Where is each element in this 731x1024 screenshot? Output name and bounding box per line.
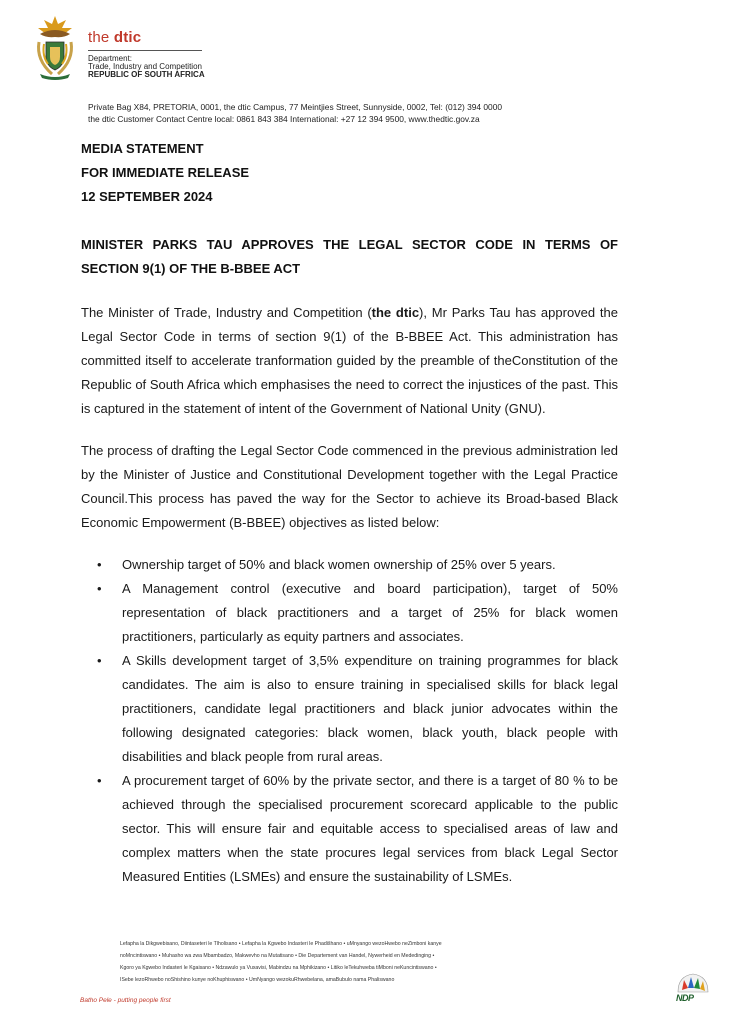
statement-date: 12 SEPTEMBER 2024 [81, 189, 213, 204]
objectives-list [97, 553, 618, 889]
ndp-label: NDP [676, 993, 694, 1003]
bullet-icon: • [97, 773, 102, 788]
statement-type: MEDIA STATEMENT [81, 141, 204, 156]
list-item: • Ownership target of 50% and black women ownership of 25% over 5 years. [97, 553, 618, 577]
department-label: Department: [88, 54, 133, 63]
body-paragraph: The Minister of Trade, Industry and Competition (the dtic), Mr Parks Tau has approved the Legal Sector Code in terms of section 9(1) of the B-BBEE Act. This administration has committed itself to accelerate tranformation guided by the preamble of theConstitution of the Republic of South Africa which emphasises the need to correct the injustices of the past. This is captured in the statement of intent of the Government of National Unity (GNU). [81, 305, 618, 416]
footer-multilingual-line: ISebe lezoRhwebo noShishino kunye noKhuphiswano • UmNyango wezokuRhwebelana, amaBubulo nama Phaliswano [120, 977, 395, 983]
brand-divider [88, 50, 202, 51]
footer-multilingual-line: Kgoro ya Kgwebo Indasteri le Kgaisano • Ndzawulo ya Vuxavisi, Mabindzu na Mphikizano • Litiko leTekuhweba tiMboni neKuncintiswano • [120, 965, 437, 971]
body-paragraph: The process of drafting the Legal Sector Code commenced in the previous administration led by the Minister of Justice and Constitutional Development together with the Legal Practice Council.This process has paved the way for the Sector to achieve its Broad-based Black Economic Empowerment (B-BBEE) objectives as listed below: [81, 443, 618, 530]
footer-multilingual-line: noMncintiswano • Muhasho wa zwa Mbambadzo, Makwevho na Mutatisano • Die Departement van Handel, Nywerheid en Mededinging • [120, 953, 435, 959]
country-name: REPUBLIC OF SOUTH AFRICA [88, 70, 205, 79]
footer-multilingual-line: Lefapha la Dikgwebisano, Diintaseteri le Tlholisano • Lefapha la Kgwebo Indasteri le Phadišhano • uMnyango wezoHwebo neZimboni kanye [120, 941, 442, 947]
department-name: Trade, Industry and Competition [88, 62, 202, 71]
list-item: • A Management control (executive and board participation), target of 50% representation of black practitioners and a target of 25% for black women practitioners, particularly as equity partners and associates. [97, 577, 618, 649]
coat-of-arms-icon [30, 14, 80, 82]
bullet-icon: • [97, 581, 102, 596]
bullet-icon: • [97, 557, 102, 572]
footer-slogan: Batho Pele - putting people first [80, 997, 171, 1004]
document-title: MINISTER PARKS TAU APPROVES THE LEGAL SECTOR CODE IN TERMS OF SECTION 9(1) OF THE B-BBEE ACT [81, 237, 618, 276]
bullet-icon: • [97, 653, 102, 668]
list-item: • A Skills development target of 3,5% expenditure on training programmes for black candidates. The aim is also to ensure training in specialised skills for black legal practitioners, candidate legal practitioners and black junior advocates within the following designated categories: black women, black youth, black people with disabilities and black people from rural areas. [97, 649, 618, 769]
brand-name: the dtic [88, 29, 142, 46]
list-item: • A procurement target of 60% by the private sector, and there is a target of 80 % to be achieved through the specialised procurement scorecard applicable to the public sector. This will ensure fair and equitable access to specialised areas of law and complex matters when the state procures legal services from black Legal Sector Measured Entities (LSMEs) and ensure the sustainability of LSMEs. [97, 769, 618, 889]
address-line: Private Bag X84, PRETORIA, 0001, the dtic Campus, 77 Meintjies Street, Sunnyside, 0002, Tel: (012) 394 0000 [88, 102, 503, 112]
contact-line: the dtic Customer Contact Centre local: 0861 843 384 International: +27 12 394 9500, www.thedtic.gov.za [88, 114, 480, 124]
release-type: FOR IMMEDIATE RELEASE [81, 165, 250, 180]
